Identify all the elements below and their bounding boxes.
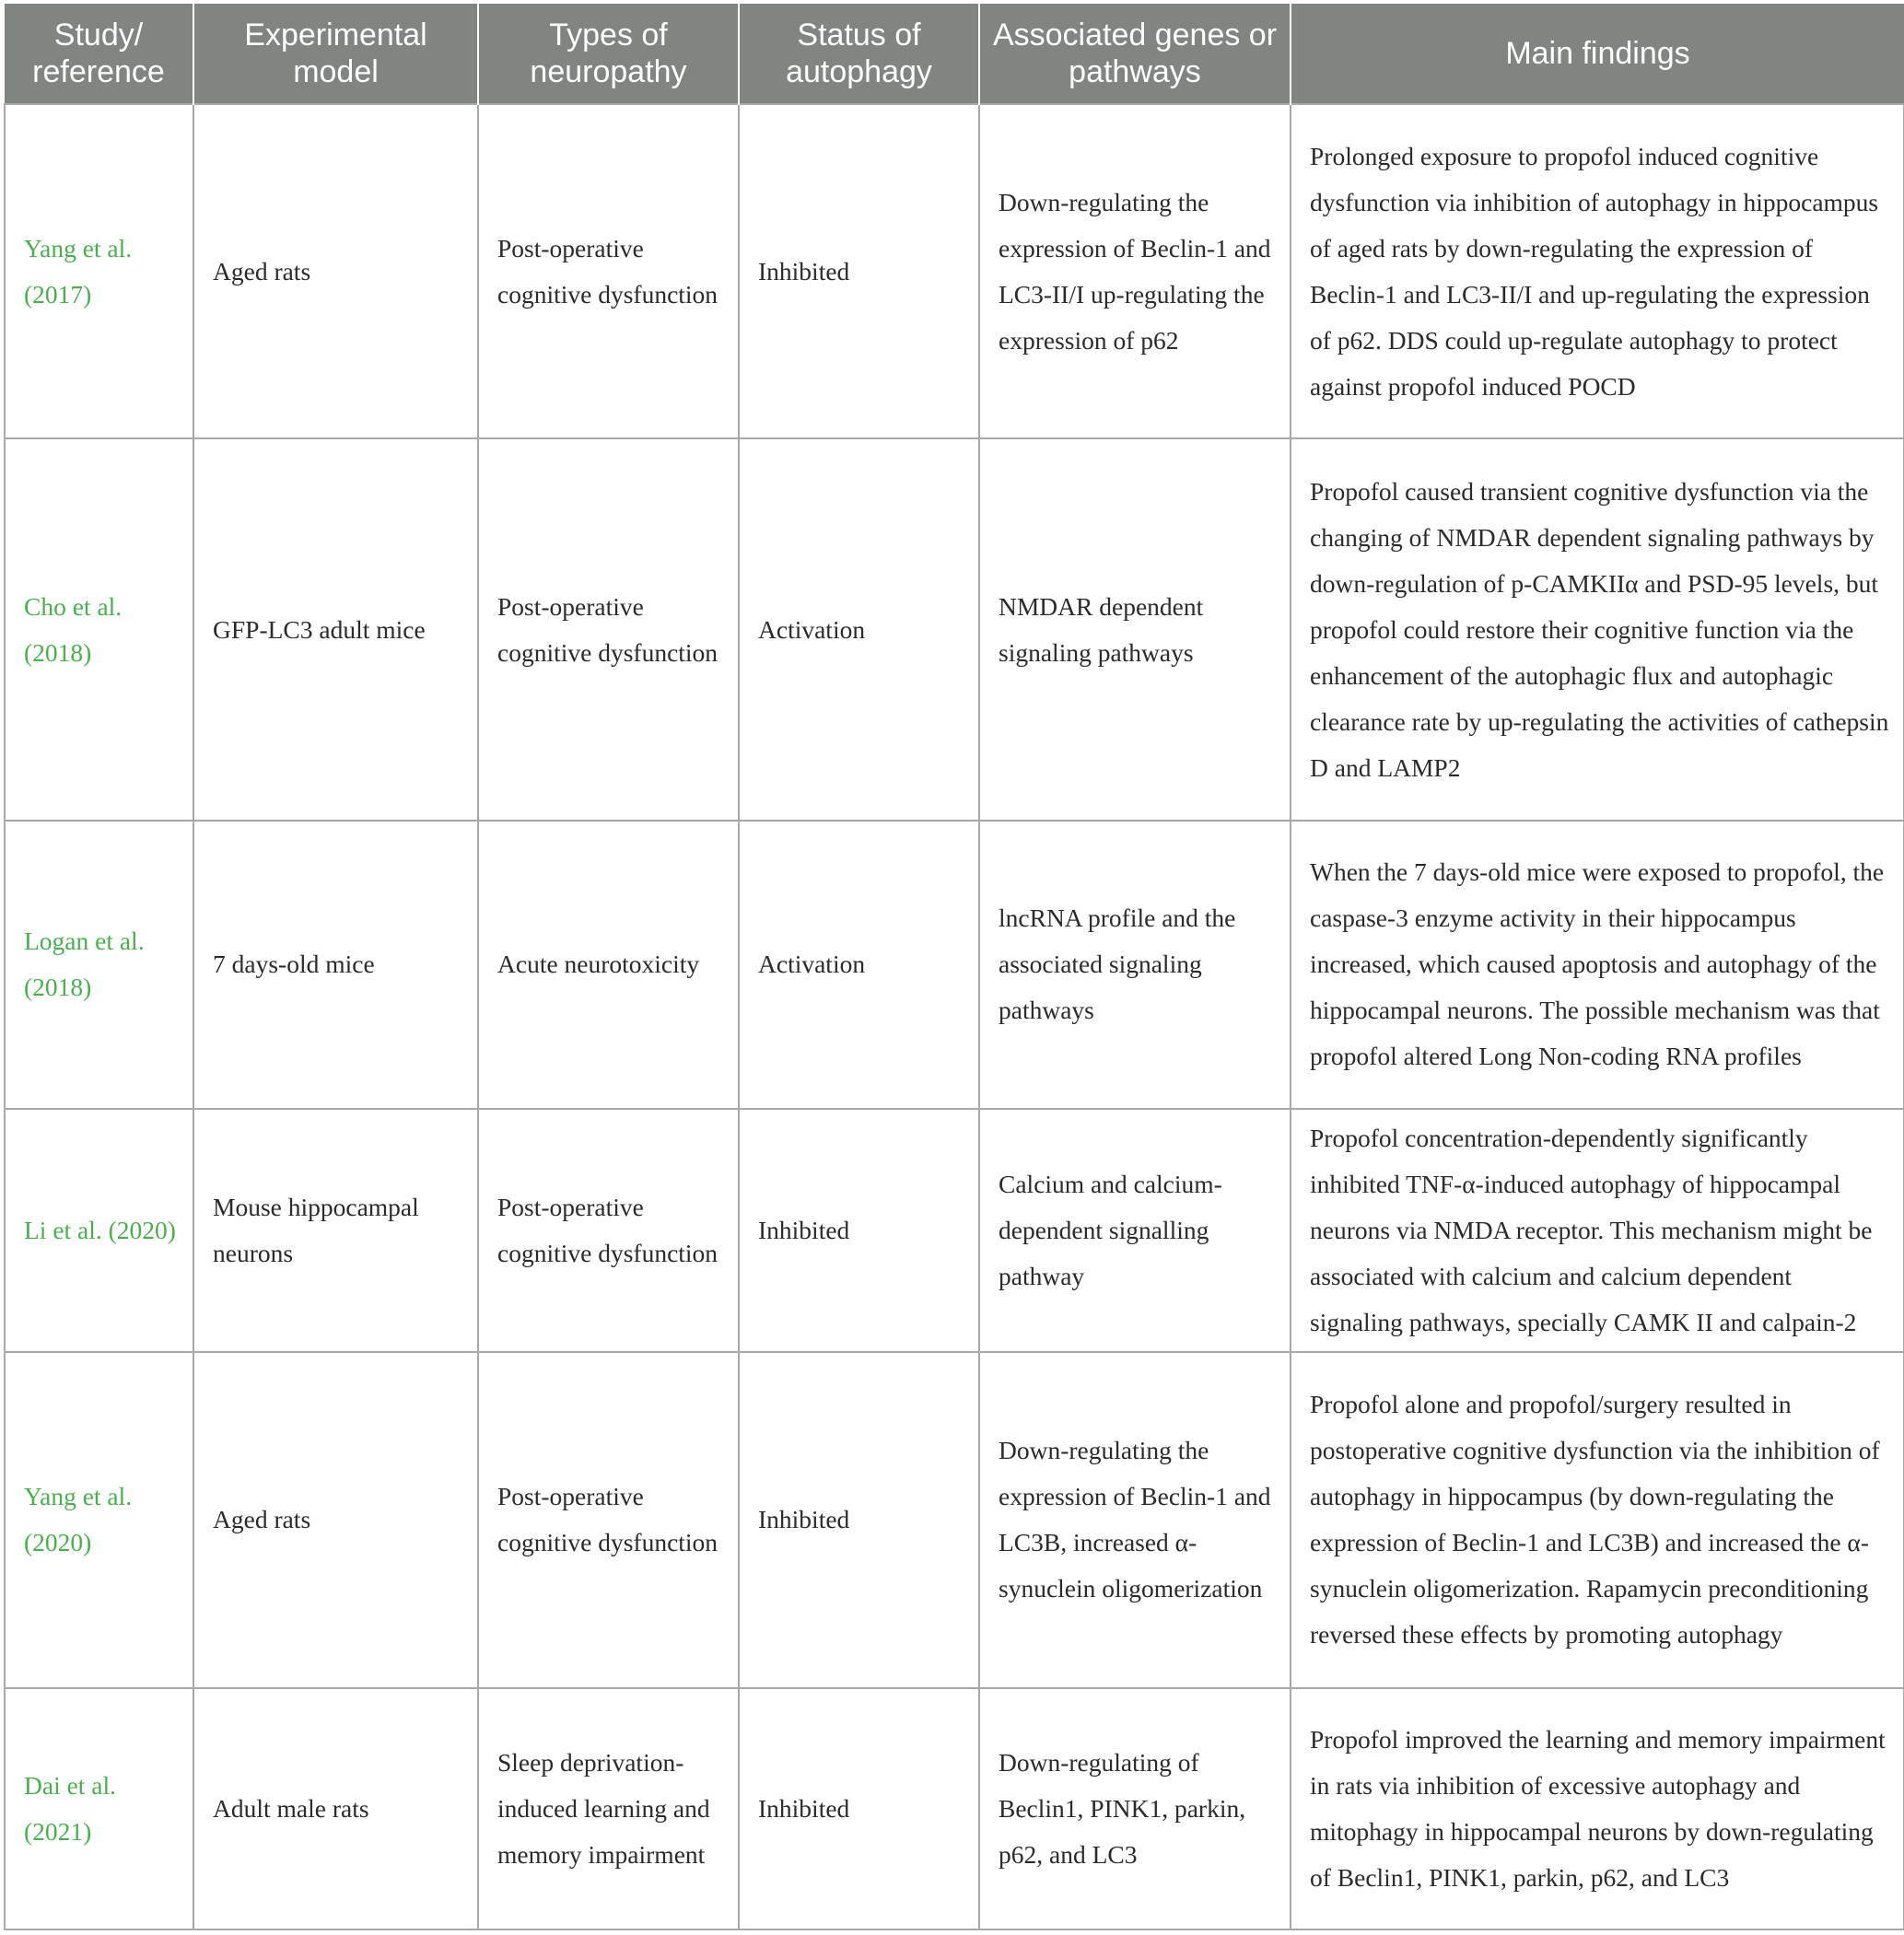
cell-neuropathy: Sleep deprivation-induced learning and memory impairment — [478, 1688, 739, 1929]
cell-genes: NMDAR dependent signaling pathways — [979, 438, 1291, 821]
cell-model: Aged rats — [193, 1352, 478, 1687]
cell-genes: Down-regulating the expression of Beclin-1 and LC3-II/I up-regulating the expression of p62 — [979, 104, 1291, 438]
cell-neuropathy: Post-operative cognitive dysfunction — [478, 1352, 739, 1687]
cell-neuropathy: Acute neurotoxicity — [478, 821, 739, 1109]
cell-genes: Down-regulating of Beclin1, PINK1, parkin, p62, and LC3 — [979, 1688, 1291, 1929]
cell-autophagy: Activation — [739, 821, 979, 1109]
study-table — [4, 4, 1904, 1930]
cell-model: Mouse hippocampal neurons — [193, 1109, 478, 1352]
table-row — [5, 1352, 1904, 1687]
cell-findings: Propofol improved the learning and memory impairment in rats via inhibition of excessive autophagy and mitophagy in hippocampal neurons by down-regulating of Beclin1, PINK1, parkin, p62, and LC3 — [1291, 1688, 1904, 1929]
cell-autophagy: Activation — [739, 438, 979, 821]
cell-genes: Calcium and calcium-dependent signalling pathway — [979, 1109, 1291, 1352]
cell-neuropathy: Post-operative cognitive dysfunction — [478, 1109, 739, 1352]
cell-genes: lncRNA profile and the associated signaling pathways — [979, 821, 1291, 1109]
header-autophagy: Status of autophagy — [739, 4, 979, 104]
cell-findings: Prolonged exposure to propofol induced cognitive dysfunction via inhibition of autophagy in hippocampus of aged rats by down-regulating the expression of Beclin-1 and LC3-II/I and up-regulating the expression of p62. DDS could up-regulate autophagy to protect against propofol induced POCD — [1291, 104, 1904, 438]
cell-findings: When the 7 days-old mice were exposed to propofol, the caspase-3 enzyme activity in their hippocampus increased, which caused apoptosis and autophagy of the hippocampal neurons. The possible mechanism was that propofol altered Long Non-coding RNA profiles — [1291, 821, 1904, 1109]
cell-findings: Propofol alone and propofol/surgery resulted in postoperative cognitive dysfunction via the inhibition of autophagy in hippocampus (by down-regulating the expression of Beclin-1 and LC3B) and increased the α-synuclein oligomerization. Rapamycin preconditioning reversed these effects by promoting autophagy — [1291, 1352, 1904, 1687]
table-row — [5, 1688, 1904, 1929]
header-findings: Main findings — [1291, 4, 1904, 104]
cell-findings: Propofol caused transient cognitive dysfunction via the changing of NMDAR dependent signaling pathways by down-regulation of p-CAMKIIα and PSD-95 levels, but propofol could restore their cognitive function via the enhancement of the autophagic flux and autophagic clearance rate by up-regulating the activities of cathepsin D and LAMP2 — [1291, 438, 1904, 821]
cell-autophagy: Inhibited — [739, 1688, 979, 1929]
cell-autophagy: Inhibited — [739, 1109, 979, 1352]
cell-model: 7 days-old mice — [193, 821, 478, 1109]
cell-study-link[interactable]: Yang et al. (2017) — [5, 104, 193, 438]
cell-study-link[interactable]: Dai et al. (2021) — [5, 1688, 193, 1929]
cell-study-link[interactable]: Li et al. (2020) — [5, 1109, 193, 1352]
header-model: Experimental model — [193, 4, 478, 104]
header-neuropathy: Types of neuropathy — [478, 4, 739, 104]
cell-findings: Propofol concentration-dependently significantly inhibited TNF-α-induced autophagy of hippocampal neurons via NMDA receptor. This mechanism might be associated with calcium and calcium dependent signaling pathways, specially CAMK II and calpain-2 — [1291, 1109, 1904, 1352]
cell-model: GFP-LC3 adult mice — [193, 438, 478, 821]
cell-autophagy: Inhibited — [739, 104, 979, 438]
header-study: Study/ reference — [5, 4, 193, 104]
cell-genes: Down-regulating the expression of Beclin-1 and LC3B, increased α-synuclein oligomerization — [979, 1352, 1291, 1687]
cell-autophagy: Inhibited — [739, 1352, 979, 1687]
cell-study-link[interactable]: Cho et al. (2018) — [5, 438, 193, 821]
cell-neuropathy: Post-operative cognitive dysfunction — [478, 104, 739, 438]
header-row — [5, 4, 1904, 104]
header-genes: Associated genes or pathways — [979, 4, 1291, 104]
table-row — [5, 104, 1904, 438]
table-row — [5, 821, 1904, 1109]
cell-study-link[interactable]: Logan et al. (2018) — [5, 821, 193, 1109]
cell-model: Adult male rats — [193, 1688, 478, 1929]
cell-study-link[interactable]: Yang et al. (2020) — [5, 1352, 193, 1687]
cell-model: Aged rats — [193, 104, 478, 438]
table-row — [5, 438, 1904, 821]
cell-neuropathy: Post-operative cognitive dysfunction — [478, 438, 739, 821]
table-row — [5, 1109, 1904, 1352]
